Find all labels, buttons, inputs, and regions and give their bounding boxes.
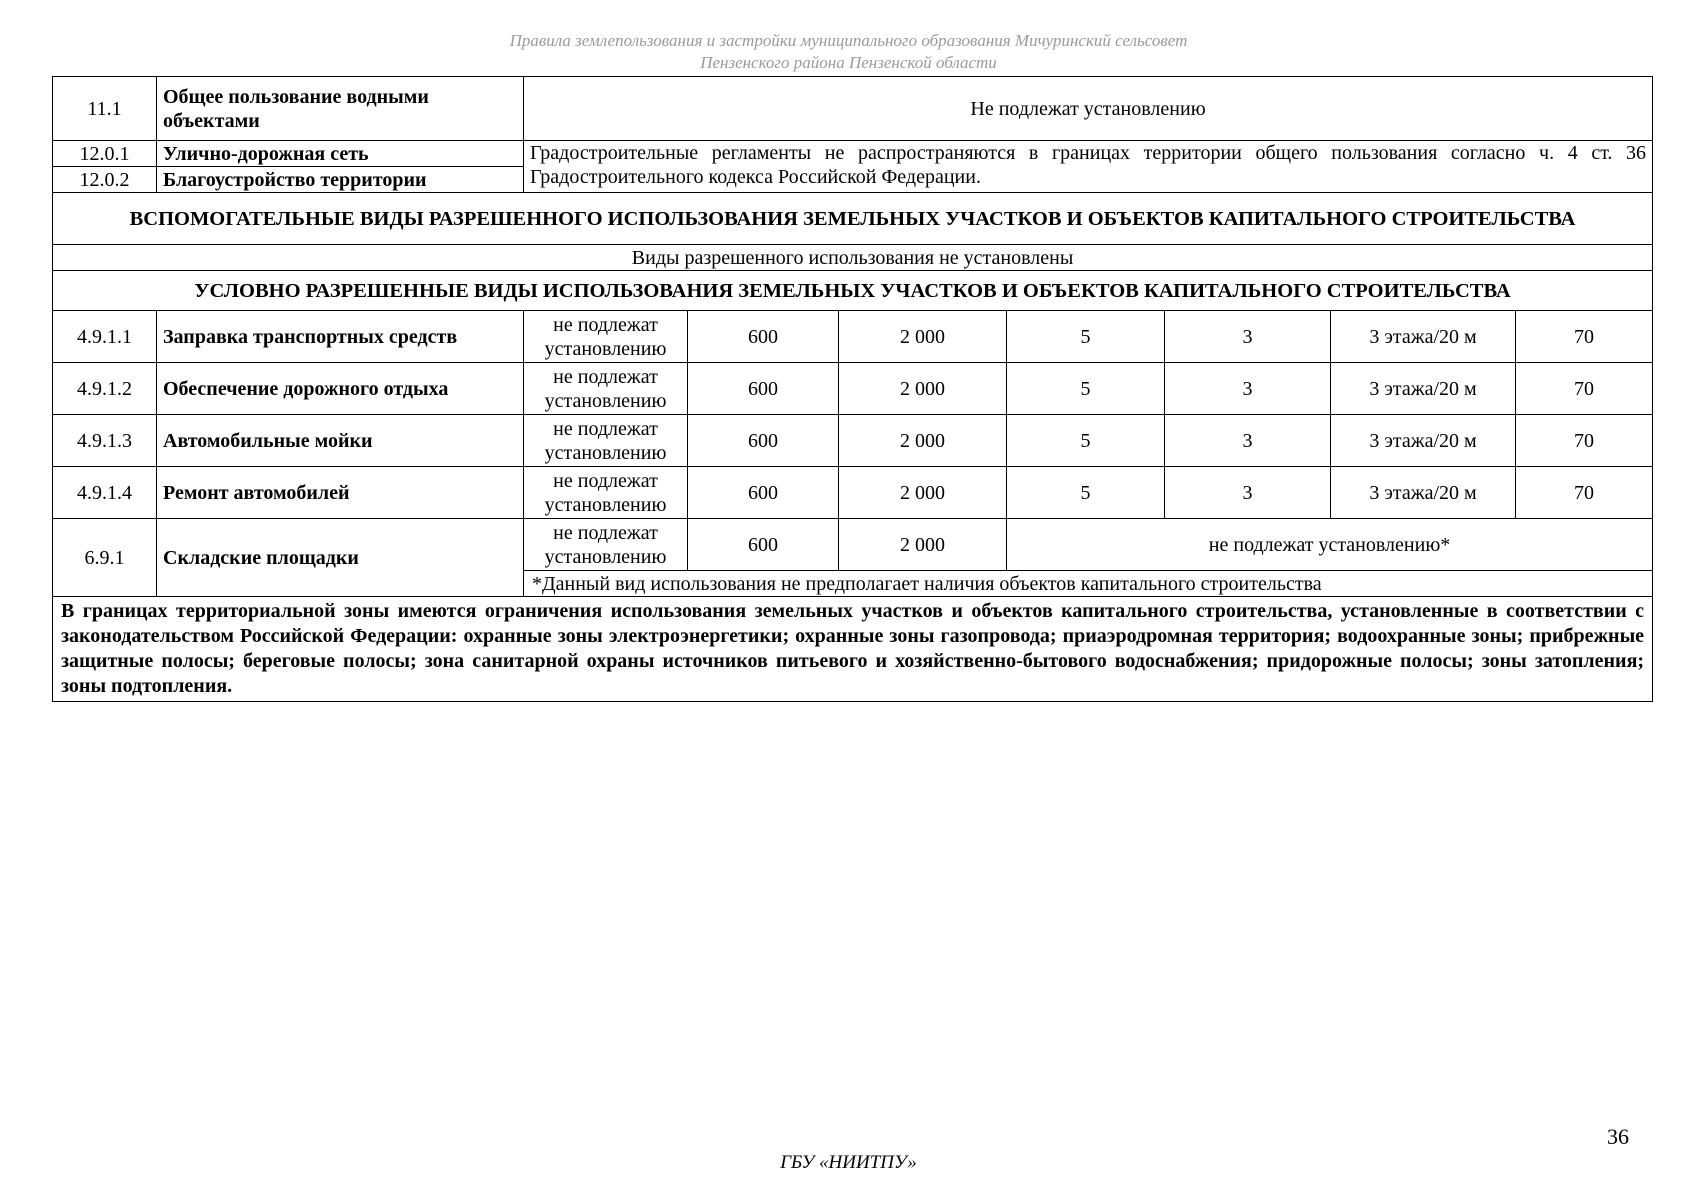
value-cell: 2 000 [839,415,1007,467]
use-name-cell: Ремонт автомобилей [157,467,524,519]
value-cell: 3 этажа/20 м [1331,415,1516,467]
aux-section-note: Виды разрешенного использования не установлены [53,245,1653,271]
value-cell: 3 этажа/20 м [1331,467,1516,519]
code-cell: 4.9.1.3 [53,415,157,467]
not-established-cell: Не подлежат установлению [524,77,1653,141]
use-name-cell: Обеспечение дорожного отдыха [157,363,524,415]
value-cell: не подлежат установлению [524,415,688,467]
page-footer: ГБУ «НИИТПУ» [780,1152,917,1173]
table-row [53,415,1653,467]
value-cell: 3 [1165,311,1331,363]
footnote-cell: *Данный вид использования не предполагает наличия объектов капитального строительства [524,571,1653,597]
regulation-note-cell: Градостроительные регламенты не распространяются в границах территории общего пользования согласно ч. 4 ст. 36 Градостроительного кодекса Российской Федерации. [524,141,1653,193]
table-row [53,597,1653,702]
value-cell: 3 этажа/20 м [1331,363,1516,415]
restrictions-text: В границах территориальной зоны имеются ограничения использования земельных участков и объектов капитального строительства, установленные в соответствии с законодательством Российской Федерации: охранные зоны электроэнергетики; охранные зоны газопровода; приаэродромная территория; водоохранные зоны; прибрежные защитные полосы; береговые полосы; зона санитарной охраны источников питьевого и хозяйственно-бытового водоснабжения; придорожные полосы; зоны затопления; зоны подтопления. [53,597,1653,702]
value-cell: 600 [688,467,839,519]
merged-value-cell: не подлежат установлению* [1007,519,1653,571]
code-cell: 6.9.1 [53,519,157,597]
value-cell: 70 [1516,311,1653,363]
code-cell: 11.1 [53,77,157,141]
value-cell: 5 [1007,311,1165,363]
code-cell: 4.9.1.1 [53,311,157,363]
table-row [53,77,1653,141]
code-cell: 4.9.1.2 [53,363,157,415]
section-header-row [53,271,1653,311]
table-row [53,311,1653,363]
value-cell: 3 [1165,467,1331,519]
section-header-row [53,193,1653,245]
regulations-table [52,76,1653,702]
value-cell: 3 этажа/20 м [1331,311,1516,363]
page-number: 36 [1607,1124,1629,1149]
value-cell: 600 [688,519,839,571]
header-line-1: Правила землепользования и застройки муниципального образования Мичуринский сельсовет [509,31,1188,50]
table-row [53,519,1653,571]
aux-section-title: ВСПОМОГАТЕЛЬНЫЕ ВИДЫ РАЗРЕШЕННОГО ИСПОЛЬЗОВАНИЯ ЗЕМЕЛЬНЫХ УЧАСТКОВ И ОБЪЕКТОВ КАПИТАЛЬНОГО СТРОИТЕЛЬСТВА [53,193,1653,245]
table-row [53,141,1653,167]
header-line-2: Пензенского района Пензенской области [700,53,997,72]
value-cell: 2 000 [839,519,1007,571]
value-cell: 70 [1516,363,1653,415]
value-cell: 2 000 [839,467,1007,519]
use-name-cell: Общее пользование водными объектами [157,77,524,141]
value-cell: не подлежат установлению [524,311,688,363]
value-cell: не подлежат установлению [524,519,688,571]
use-name-cell: Улично-дорожная сеть [157,141,524,167]
value-cell: 2 000 [839,311,1007,363]
code-cell: 4.9.1.4 [53,467,157,519]
value-cell: 3 [1165,363,1331,415]
value-cell: не подлежат установлению [524,363,688,415]
value-cell: 600 [688,415,839,467]
use-name-cell: Благоустройство территории [157,167,524,193]
table-row [53,245,1653,271]
value-cell: 5 [1007,415,1165,467]
value-cell: не подлежат установлению [524,467,688,519]
value-cell: 5 [1007,363,1165,415]
value-cell: 5 [1007,467,1165,519]
value-cell: 70 [1516,415,1653,467]
document-running-header [0,30,1697,74]
conditional-section-title: УСЛОВНО РАЗРЕШЕННЫЕ ВИДЫ ИСПОЛЬЗОВАНИЯ ЗЕМЕЛЬНЫХ УЧАСТКОВ И ОБЪЕКТОВ КАПИТАЛЬНОГО СТРОИТЕЛЬСТВА [53,271,1653,311]
value-cell: 2 000 [839,363,1007,415]
value-cell: 70 [1516,467,1653,519]
value-cell: 3 [1165,415,1331,467]
value-cell: 600 [688,363,839,415]
code-cell: 12.0.2 [53,167,157,193]
value-cell: 600 [688,311,839,363]
table-row [53,363,1653,415]
use-name-cell: Заправка транспортных средств [157,311,524,363]
use-name-cell: Складские площадки [157,519,524,597]
table-row [53,467,1653,519]
use-name-cell: Автомобильные мойки [157,415,524,467]
code-cell: 12.0.1 [53,141,157,167]
